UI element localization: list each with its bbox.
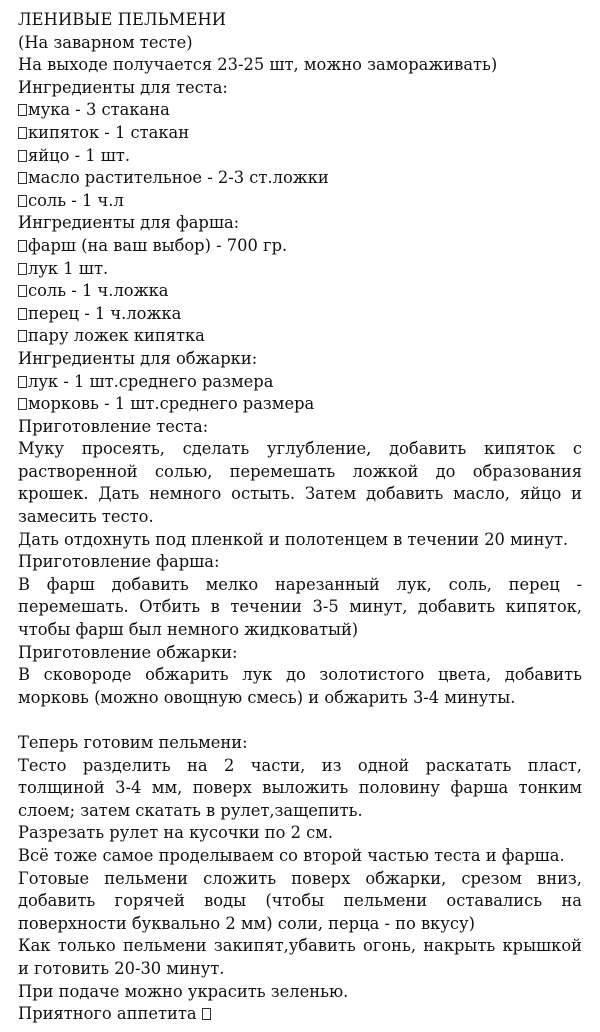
yield-note: На выходе получается 23-25 шт, можно замораживать): [18, 55, 498, 75]
cooking-step-text: Как только пельмени закипят,убавить огонь, накрыть крышкой и готовить 20-30 минут.: [18, 936, 582, 978]
fry-prep-text: В сковороде обжарить лук до золотистого цвета, добавить морковь (можно овощную смесь) и обжарить 3-4 минуты.: [18, 665, 582, 707]
fry-prep-heading: Приготовление обжарки:: [18, 642, 238, 662]
ingredient-item: морковь - 1 шт.среднего размера: [18, 393, 582, 416]
ingredient-item: фарш (на ваш выбор) - 700 гр.: [18, 235, 582, 258]
checkbox-icon: [18, 172, 27, 184]
ingredient-item: лук 1 шт.: [18, 258, 582, 281]
ingredient-item: пару ложек кипятка: [18, 325, 582, 348]
fry-ingredients-heading: Ингредиенты для обжарки:: [18, 348, 258, 368]
closing-line: [18, 1003, 582, 1026]
ingredient-item: яйцо - 1 шт.: [18, 145, 582, 168]
recipe-title: ЛЕНИВЫЕ ПЕЛЬМЕНИ: [18, 10, 227, 29]
checkbox-icon: [18, 398, 27, 410]
blank-line: [18, 709, 582, 732]
ingredient-item: соль - 1 ч.ложка: [18, 280, 582, 303]
ingredient-item: масло растительное - 2-3 ст.ложки: [18, 167, 582, 190]
ingredient-item: кипяток - 1 стакан: [18, 122, 582, 145]
checkbox-icon: [18, 285, 27, 297]
dough-prep-text: Муку просеять, сделать углубление, добавить кипяток с растворенной солью, перемешать ложкой до образования крошек. Дать немного остыть. Затем добавить масло, яйцо и замесить тесто.: [18, 439, 582, 527]
ingredient-item: соль - 1 ч.л: [18, 190, 582, 213]
filling-ingredients-heading: Ингредиенты для фарша:: [18, 213, 240, 233]
checkbox-icon: [18, 263, 27, 275]
closing-text: Приятного аппетита: [18, 1004, 197, 1024]
recipe-document: [18, 9, 582, 1026]
ingredient-item: мука - 3 стакана: [18, 99, 582, 122]
checkbox-icon: [18, 127, 27, 139]
checkbox-icon: [18, 308, 27, 320]
checkbox-icon: [18, 240, 27, 252]
cooking-heading: Теперь готовим пельмени:: [18, 733, 248, 752]
checkbox-icon: [18, 195, 27, 207]
dough-rest-text: Дать отдохнуть под пленкой и полотенцем в течении 20 минут.: [18, 529, 569, 549]
ingredient-item: лук - 1 шт.среднего размера: [18, 371, 582, 394]
cooking-step-text: Тесто разделить на 2 части, из одной раскатать пласт, толщиной 3-4 мм, поверх выложить половину фарша тонким слоем; затем скатать в рулет,защепить.: [18, 755, 582, 820]
cooking-step-text: Готовые пельмени сложить поверх обжарки, срезом вниз, добавить горячей воды (чтобы пельмени оставались на поверхности буквально 2 мм) соли, перца - по вкусу): [18, 868, 582, 933]
filling-prep-heading: Приготовление фарша:: [18, 552, 220, 572]
ingredient-item: перец - 1 ч.ложка: [18, 303, 582, 326]
cooking-step-text: Разрезать рулет на кусочки по 2 см.: [18, 823, 334, 843]
checkbox-icon: [18, 104, 27, 116]
checkbox-icon: [18, 376, 27, 388]
serving-text: При подаче можно украсить зеленью.: [18, 981, 349, 1001]
filling-prep-text: В фарш добавить мелко нарезанный лук, соль, перец - перемешать. Отбить в течении 3-5 минут, добавить кипяток, чтобы фарш был немного жидковатый): [18, 574, 582, 640]
cooking-step-text: Всё тоже самое проделываем со второй частью теста и фарша.: [18, 845, 565, 865]
checkbox-icon: [202, 1008, 211, 1020]
checkbox-icon: [18, 330, 27, 342]
dough-prep-heading: Приготовление теста:: [18, 416, 209, 436]
recipe-subtitle: (На заварном тесте): [18, 32, 193, 52]
checkbox-icon: [18, 150, 27, 162]
dough-ingredients-heading: Ингредиенты для теста:: [18, 77, 228, 97]
